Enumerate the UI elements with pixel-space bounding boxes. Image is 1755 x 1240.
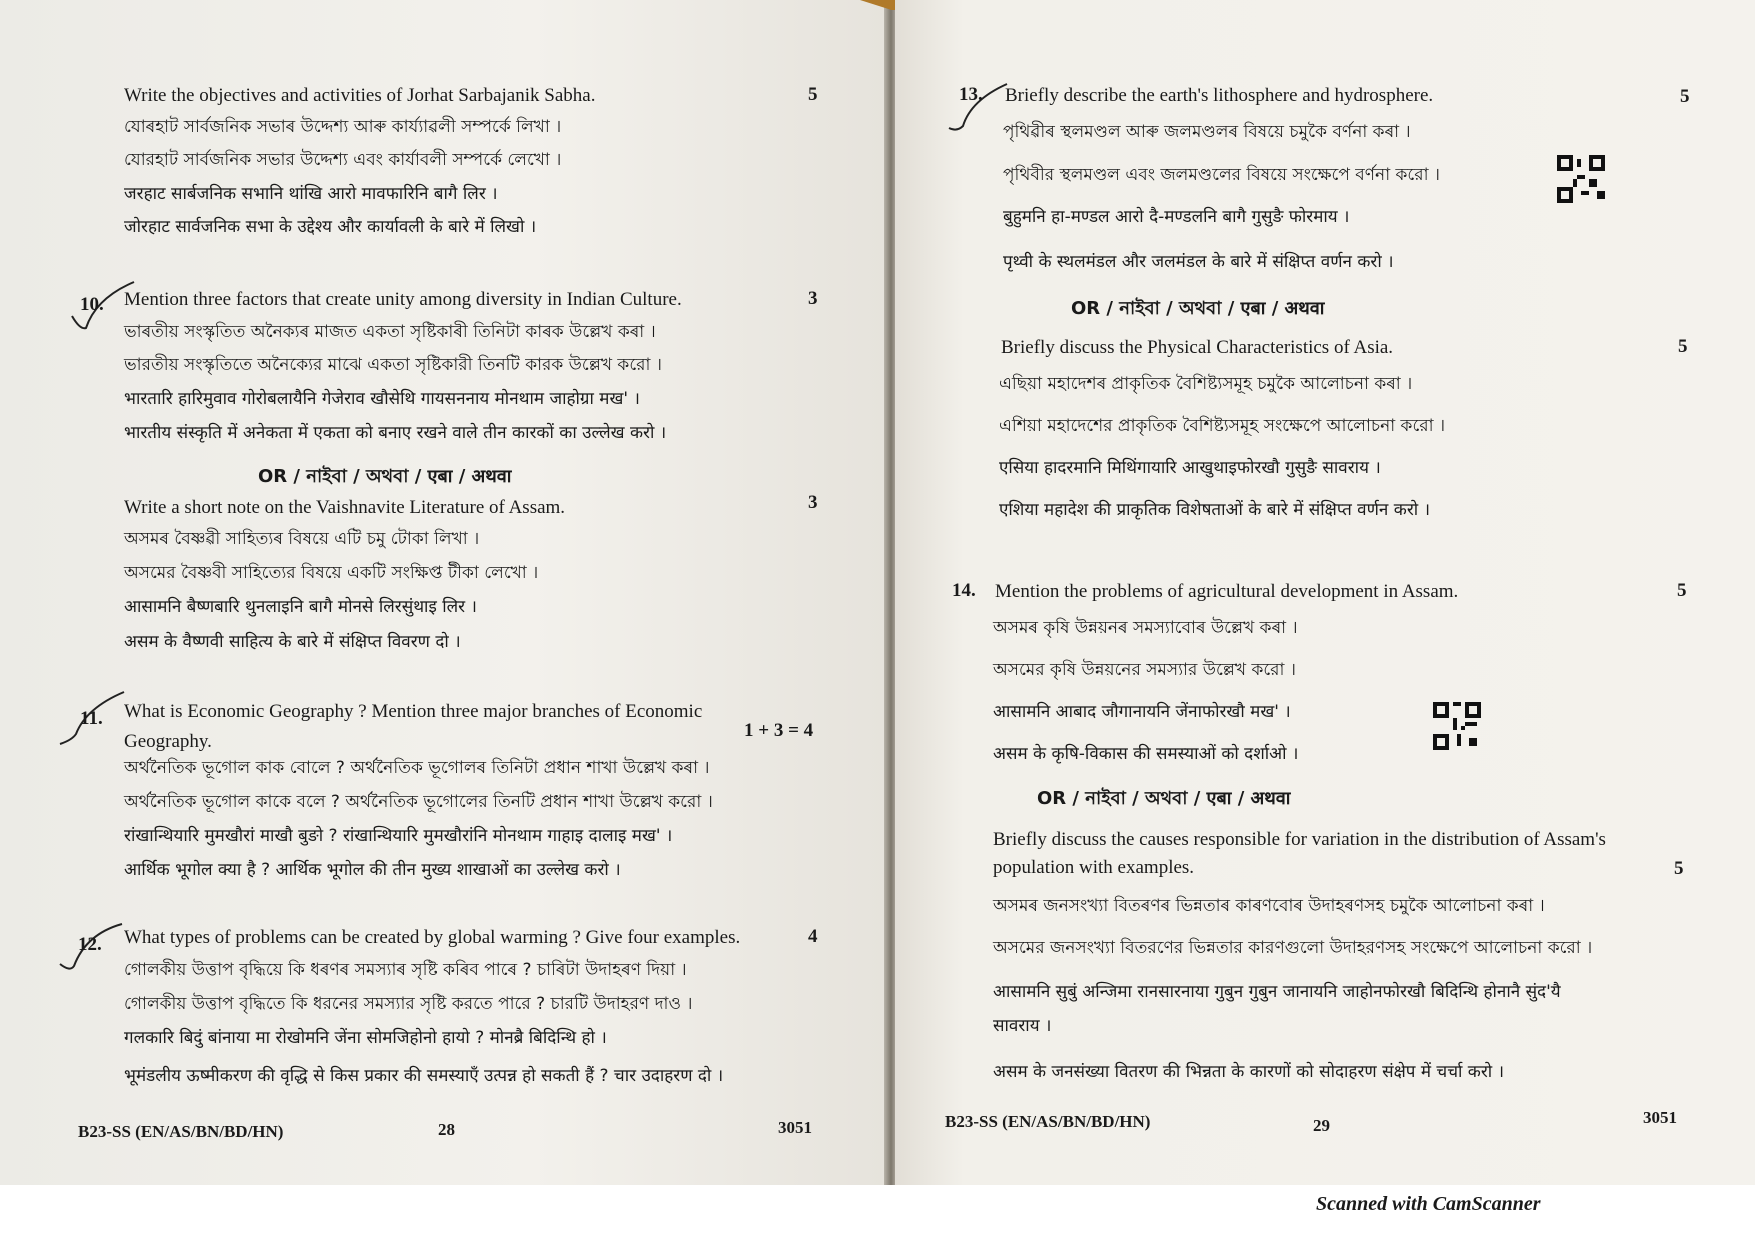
q12-assamese: গোলকীয় উত্তাপ বৃদ্ধিয়ে কি ধৰণৰ সমস্যাৰ সৃষ্টি কৰিব পাৰে ? চাৰিটা উদাহৰণ দিয়া । [124,960,687,980]
q12-number: 12. [78,934,102,955]
q14-alt-bengali: অসমের জনসংখ্যা বিতরণের ভিন্নতার কারণগুলো উদাহরণসহ সংক্ষেপে আলোচনা করো । [993,938,1593,958]
q10-alt-marks: 3 [808,492,818,513]
q11-number: 11. [80,708,103,729]
q9-bengali: যোরহাট সার্বজনিক সভার উদ্দেশ্য এবং কার্যাবলী সম্পর্কে লেখো । [124,150,562,170]
q13-alt-bodo: एसिया हादरमानि मिथिंगायारि आखुथाइफोरखौ गुसुङै सावराय । [999,458,1381,478]
scanner-watermark: Scanned with CamScanner [1316,1193,1541,1215]
q10-alt-bengali: অসমের বৈষ্ণবী সাহিত্যের বিষয়ে একটি সংক্ষিপ্ত টীকা লেখো । [124,563,539,583]
q12-marks: 4 [808,926,818,947]
q14-alt-bodo-1: आसामनि सुबुं अन्जिमा रानसारनाया गुबुन गुबुन जानायनि जाहोनफोरखौ बिदिन्थि होनानै सुंद'यै [993,982,1561,1002]
q12-bengali: গোলকীয় উত্তাপ বৃদ্ধিতে কি ধরনের সমস্যার সৃষ্টি করতে পারে ? চারটি উদাহরণ দাও । [124,994,693,1014]
q9-hindi: जोरहाट सार्वजनिक सभा के उद्देश्य और कार्यावली के बारे में लिखो । [124,217,537,237]
q10-bengali: ভারতীয় সংস্কৃতিতে অনৈক্যের মাঝে একতা সৃষ্টিকারী তিনটি কারক উল্লেখ করো । [124,355,662,375]
q10-alt-assamese: অসমৰ বৈষ্ণৱী সাহিত্যৰ বিষয়ে এটি চমু টোকা লিখা । [124,529,480,549]
q10-english: Mention three factors that create unity among diversity in Indian Culture. [124,289,682,310]
q10-bodo: भारतारि हारिमुवाव गोरोबलायैनि गेजेराव खौसेथि गायसननाय मोनथाम जाहोग्रा मख' । [124,389,640,409]
q13-hindi: पृथ्वी के स्थलमंडल और जलमंडल के बारे में संक्षिप्त वर्णन करो । [1003,252,1394,272]
q13-alt-marks: 5 [1678,336,1688,357]
q14-alt-english-2: population with examples. [993,857,1195,878]
q11-assamese: অৰ্থনৈতিক ভূগোল কাক বোলে ? অৰ্থনৈতিক ভূগোলৰ তিনিটা প্ৰধান শাখা উল্লেখ কৰা । [124,758,710,778]
q9-marks: 5 [808,84,818,105]
q9-english: Write the objectives and activities of Jorhat Sarbajanik Sabha. [124,85,596,106]
q13-number: 13. [959,84,983,105]
q13-bengali: পৃথিবীর স্থলমণ্ডল এবং জলমণ্ডলের বিষয়ে সংক্ষেপে বর্ণনা করো । [1003,165,1441,185]
footer-serial: 3051 [1643,1108,1677,1127]
q10-hindi: भारतीय संस्कृति में अनेकता में एकता को बनाए रखने वाले तीन कारकों का उल्लेख करो । [124,423,667,443]
q14-alt-hindi: असम के जनसंख्या वितरण की भिन्नता के कारणों को सोदाहरण संक्षेप में चर्चा करो । [993,1062,1505,1082]
q10-alt-hindi: असम के वैष्णवी साहित्य के बारे में संक्षिप्त विवरण दो । [124,632,461,652]
q11-bodo: रांखान्थियारि मुमखौरां माखौ बुङो ? रांखान्थियारि मुमखौरांनि मोनथाम गाहाइ दालाइ मख' । [124,826,673,846]
q11-hindi: आर्थिक भूगोल क्या है ? आर्थिक भूगोल की तीन मुख्य शाखाओं का उल्लेख करो । [124,860,621,880]
footer-serial: 3051 [778,1118,812,1137]
q13-alt-english: Briefly discuss the Physical Characteristics of Asia. [1001,337,1394,358]
q12-bodo: गलकारि बिदुं बांनाया मा रोखोमनि जेंना सोमजिहोनो हायो ? मोनब्रै बिदिन्थि हो । [124,1028,607,1048]
q11-english-1: What is Economic Geography ? Mention three major branches of Economic [124,701,703,722]
q10-assamese: ভাৰতীয় সংস্কৃতিত অনৈক্যৰ মাজত একতা সৃষ্টিকাৰী তিনিটা কাৰক উল্লেখ কৰা । [124,322,656,342]
q13-alt-assamese: এছিয়া মহাদেশৰ প্ৰাকৃতিক বৈশিষ্ট্যসমূহ চমুকৈ আলোচনা কৰা । [999,374,1413,394]
q10-alt-bodo: आसामनि बैष्णबारि थुनलाइनि बागै मोनसे लिरसुंथाइ लिर । [124,597,477,617]
q11-english-2: Geography. [124,731,212,752]
q14-alt-english-1: Briefly discuss the causes responsible for variation in the distribution of Assam's [993,829,1606,850]
q14-hindi: असम के कृषि-विकास की समस्याओं को दर्शाओ । [993,744,1299,764]
q14-alt-marks: 5 [1674,858,1684,879]
left-page [0,0,888,1185]
q13-english: Briefly describe the earth's lithosphere and hydrosphere. [1005,85,1434,106]
q10-or-label: OR / নাইবা / অথবা / एबा / अथवा [258,466,512,487]
q14-bodo: आसामनि आबाद जौगानायनि जेंनाफोरखौ मख' । [993,702,1291,722]
q14-marks: 5 [1677,580,1687,601]
q11-bengali: অর্থনৈতিক ভূগোল কাকে বলে ? অর্থনৈতিক ভূগোলের তিনটি প্রধান শাখা উল্লেখ করো । [124,792,713,812]
q14-or-label: OR / নাইবা / অথবা / एबा / अथवा [1037,788,1291,809]
footer-code: B23-SS (EN/AS/BN/BD/HN) [945,1112,1151,1131]
qr-code-icon [1557,155,1605,203]
right-page [895,0,1755,1185]
q14-assamese: অসমৰ কৃষি উন্নয়নৰ সমস্যাবোৰ উল্লেখ কৰা । [993,618,1298,638]
q10-alt-english: Write a short note on the Vaishnavite Literature of Assam. [124,497,566,518]
q13-bodo: बुहुमनि हा-मण्डल आरो दै-मण्डलनि बागै गुसुङै फोरमाय । [1003,207,1350,227]
q13-assamese: পৃথিৱীৰ স্থলমণ্ডল আৰু জলমণ্ডলৰ বিষয়ে চমুকৈ বৰ্ণনা কৰা । [1003,122,1411,142]
q10-marks: 3 [808,288,818,309]
footer-code: B23-SS (EN/AS/BN/BD/HN) [78,1122,284,1141]
q12-hindi: भूमंडलीय ऊष्मीकरण की वृद्धि से किस प्रकार की समस्याएँ उत्पन्न हो सकती हैं ? चार उदाहरण दो । [124,1066,724,1086]
q14-bengali: অসমের কৃষি উন্নয়নের সমস্যার উল্লেখ করো । [993,660,1296,680]
q14-alt-assamese: অসমৰ জনসংখ্যা বিতৰণৰ ভিন্নতাৰ কাৰণবোৰ উদাহৰণসহ চমুকৈ আলোচনা কৰা । [993,896,1545,916]
q13-alt-hindi: एशिया महादेश की प्राकृतिक विशेषताओं के बारे में संक्षिप्त वर्णन करो । [999,500,1431,520]
q13-marks: 5 [1680,86,1690,107]
q14-english: Mention the problems of agricultural development in Assam. [995,581,1459,602]
q14-alt-bodo-2: सावराय । [993,1016,1052,1036]
q11-marks: 1 + 3 = 4 [744,720,814,741]
q12-english: What types of problems can be created by global warming ? Give four examples. [124,927,741,948]
footer-page-number: 29 [1313,1116,1330,1135]
q13-alt-bengali: এশিয়া মহাদেশের প্রাকৃতিক বৈশিষ্ট্যসমূহ সংক্ষেপে আলোচনা করো । [999,416,1446,436]
footer-page-number: 28 [438,1120,455,1139]
qr-code-icon [1433,702,1481,750]
q9-bodo: जरहाट सार्बजनिक सभानि थांखि आरो मावफारिनि बागै लिर । [124,184,498,204]
q14-number: 14. [952,580,976,601]
q10-number: 10. [80,294,104,315]
q9-assamese: যোৰহাট সাৰ্বজনিক সভাৰ উদ্দেশ্য আৰু কাৰ্য্যাৱলী সম্পৰ্কে লিখা । [124,117,562,137]
q13-or-label: OR / নাইবা / অথবা / एबा / अथवा [1071,298,1325,319]
